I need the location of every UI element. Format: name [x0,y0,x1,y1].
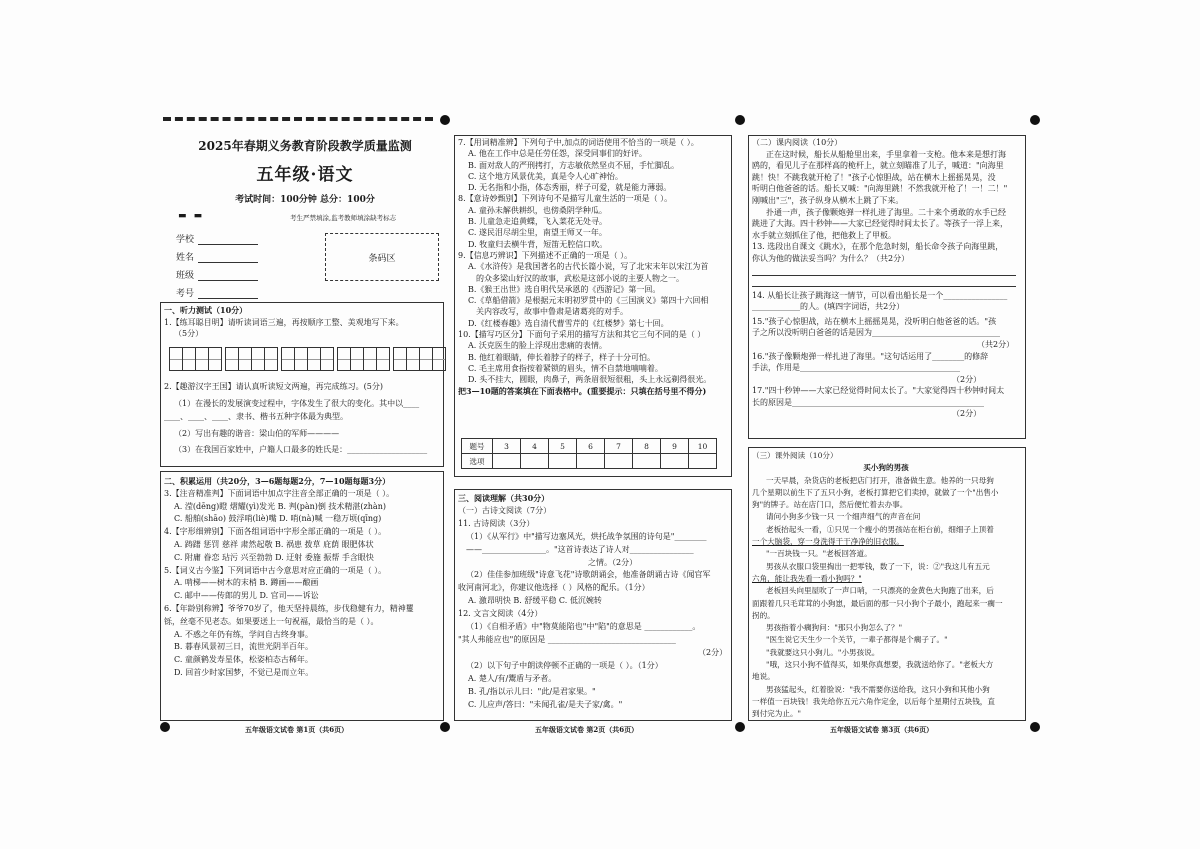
answer-cell[interactable] [689,454,717,469]
question-12-2c: C. 儿应声/答曰："未闻孔雀/是夫子家/禽。" [468,699,623,709]
question-7-a: A. 他在工作中总是任劳任怨，深受同事们的好评。 [468,149,647,159]
question-12-1b: "其人弗能应也"的原因是 ________________________________ [458,634,676,644]
passage-line: 正在这时候，船长从船舱里出来，手里拿着一支枪。他本来是想打海 [766,149,1006,159]
question-5-a: A. 啃梯——树木的末梢 B. 蹲画——酿画 [174,578,319,588]
passage-line: 跳！快！不跳我就开枪了！"孩子心惊胆战，站在横木上摇摇晃晃，没 [752,172,996,182]
question-17-b: 长的原因是________________________________________________ [752,397,984,407]
question-4-b: C. 附庸 眷恋 玷污 兴至勃勃 D. 迂射 委施 振帮 手含眼快 [174,552,374,562]
question-13: 13. 选段出自课文《跳水》，在那个危急时刻，船长命令孩子向海里跳， [752,242,1004,252]
question-9-d: D.《红楼春趣》选自清代曹雪芹的《红楼梦》第七十回。 [468,318,669,328]
story-line: 一样值一百块钱！我先给你五元六角作定金，以后每个星期付五块钱，直 [752,696,995,706]
question-2: 2.【趣游汉字王国】请认真听读短文两遍，再完成练习。(5分) [164,382,383,391]
question-12-2a: A. 楚人/有/鬻盾与矛者。 [468,673,557,683]
story-line: 一个大脑袋，穿一身洗得干干净净的旧衣服。 [752,537,904,547]
question-11-1: （1）《从军行》中"描写边塞风光，烘托战争氛围的诗句是"________ [466,531,707,541]
question-15: 15."孩子心惊胆战，站在横木上摇摇晃晃，没听明白他爸爸的话。"孩 [752,316,997,326]
question-4: 4.【字形细辨别】下面各组词语中字形全部正确的一项是（ ）。 [164,527,387,537]
question-6-C: C. 童颜鹤发寿星体，松姿柏态古稀年。 [174,655,313,665]
answer-cell[interactable] [521,454,549,469]
question-6: 6.【年龄别称辨】爷爷70岁了，他天坚持晨练，步伐稳健有力，精神矍 [164,603,414,613]
story-line: 面跟着几只毛茸茸的小狗崽，最后面的那一只小狗个子最小，跑起来一瘸一 [752,598,1003,608]
table-cell: 10 [689,439,717,454]
question-9-c2: 关内容改写，故事中鲁肃是诸葛亮的对手。 [476,307,628,317]
section-heading: 一、听力测试（10分） [164,305,248,315]
field-label: 班级 [176,271,195,281]
question-7-c: C. 这个地方风景优美，真是令人心旷神怡。 [468,171,623,181]
answer-cell[interactable] [661,454,689,469]
question-12: 12. 文言文阅读（4分） [458,609,543,619]
answer-cell[interactable] [549,454,577,469]
answer-line[interactable] [752,265,1016,276]
question-3: 3.【注音精准判】下面词语中加点字注音全部正确的一项是（ ）。 [164,488,395,498]
passage-line: 刚喊出"三"，孩子纵身从横木上跳了下来。 [752,195,904,205]
question-12-2: （2）以下句子中朗读停顿不正确的一项是（ ）。（1分） [466,660,663,670]
question-8-c: C. 遂民泪尽胡尘里，南望王师又一年。 [468,228,607,238]
answer-line[interactable] [752,276,1016,287]
reading-section [458,492,727,711]
question-9-c: C.《草船借箭》是根据元末明初罗贯中的《三国演义》第四十六回相 [468,296,709,306]
table-cell: 9 [661,439,689,454]
answer-table-header [462,439,717,454]
question-12-1: （1）《自相矛盾》中"物莫能陷也"中"陷"的意思是 ____________。 [466,622,701,632]
listening-q2 [164,381,427,456]
name-field[interactable] [176,250,258,263]
question-17: 17."四十秒钟——大家已经觉得时间太长了。"大家觉得四十秒钟时间太 [752,386,1005,396]
question-9-a2: 的众多梁山好汉的故事，武松是这部小说的主要人物之一。 [476,273,684,283]
question-3-a: A. 滢(dēng)瞪 熠耀(yì)发光 B. 判(pàn)倒 技术精湛(zhàn) [174,501,386,511]
page-footer: 五年级语文试卷 第1页（共6页） [245,725,349,734]
answer-table [461,438,717,469]
question-2-3: （3）在我国百家姓中，户籍人口最多的姓氏是：____________________ [174,445,428,455]
answer-table-row [462,454,717,469]
section-heading: 二、积累运用（共20分，3—6题每题2分，7—10题每题3分） [164,476,391,486]
school-field[interactable] [176,232,258,245]
questions-7-10 [458,137,711,397]
story-line: 狗"的牌子。站在店门口，然后便忙着去办事。 [752,500,908,510]
table-cell: 4 [521,439,549,454]
question-7: 7.【用词精准辨】下列句子中,加点的词语使用不恰当的一项是（ ）。 [458,138,699,147]
question-11-2c: A. 激昂明快 B. 舒缓平稳 C. 低沉婉转 [468,596,602,606]
registration-dot [440,115,450,125]
story-line: 请问小狗多少钱一只 一个细声细气的声音在问 [766,512,921,522]
story-line: "哦，这只小狗不值得买，如果你真想要，我就送给你了。"老板大方 [766,660,994,670]
story-line: 男孩从衣服口袋里掏出一把零钱，数了一下，说：②"我这儿有五元 [766,561,990,571]
question-3-b: C. 船舶(shāo) 鼓浮哨(liè)嘴 D. 哨(nà)喊 一稳万顷(qīng) [174,514,382,524]
question-16-c: （2分） [952,374,982,384]
field-label: 学校 [176,235,195,245]
question-9: 9.【信息巧辨识】下列描述不正确的一项是（ ）。 [458,250,633,260]
story-line: 老板抬起头一看，①只见一个瘦小的男孩站在柜台前，细细子上顶着 [766,524,994,534]
question-9-a: A.《水浒传》是我国著名的古代长篇小说，写了北宋末年以宋江为首 [468,262,709,272]
exam-title: 2025年春期义务教育阶段教学质量监测 [198,139,412,153]
subsection-heading: （一）古诗文阅读（7分） [458,505,552,515]
story-line: 拐的。 [752,610,775,620]
table-cell: 7 [605,439,633,454]
registration-dot [1030,115,1040,125]
question-13-b: 你认为他的做法妥当吗？为什么？（共2分） [752,253,910,263]
answer-cell[interactable] [605,454,633,469]
question-10-c: C. 毛主席用食指按着紧锁的眉头，情不自禁地喃喃着。 [468,363,663,373]
registration-dot [160,722,170,732]
passage-line: 跳进了大海。四十秒钟——大家已经觉得时间太长了。等孩子一浮上来， [752,219,1008,229]
question-2-1: （1）在漫长的发展演变过程中，字体发生了很大的变化。其中以____ [174,398,420,408]
table-cell: 6 [577,439,605,454]
story-line: 地说。 [752,672,775,682]
story-line: "医生说它天生少一个关节，一辈子都得是个瘸子了。" [766,635,948,645]
question-15-b: 子之所以没听明白爸爸的话是因为________________________________ [752,328,1000,338]
barcode-area: 条码区 [325,233,439,281]
question-10-d: D. 头不挂大，圆眼，肉鼻子，两条眉很短很粗，头上永远剃得很光。 [468,375,712,385]
question-11-1c: 之情。（2分） [588,557,638,567]
table-cell: 题号 [462,439,493,454]
question-17-c: （2分） [952,409,982,419]
story-line: 男孩指着小瘸狗问："那只小狗怎么了？" [766,623,903,633]
story-line: "我就要这只小狗儿。"小男孩说。 [766,647,880,657]
question-1-points: （5分） [174,329,204,339]
question-12-1c: （2分） [698,647,728,657]
question-10-a: A. 沃克医生的脸上浮现出悲痛的表情。 [468,341,607,351]
question-5: 5.【词义古今鉴】下列词语中古今意思对应正确的一项是（ ）。 [164,565,387,575]
accumulation-content [164,475,414,680]
story-line: 男孩猛起头，红着脸说："我不需要你送给我，这只小狗和其他小狗 [766,684,990,694]
exam-number-field[interactable] [176,286,258,299]
story-line: 一天早晨，杂货店的老板把店门打开，准备做生意。他养的一只母狗 [766,475,994,485]
table-cell: 选项 [462,454,493,469]
question-11-1b: ——________________。"这首诗表达了诗人对________________ [466,544,694,554]
question-6-A: A. 不惑之年仍有练，学问自古终身事。 [174,629,313,639]
question-14-b: ____________的人。(填四字词语，共2分） [752,302,905,312]
question-7-d: D. 无名指和小指，体态秀丽，样子可爱，就是能力薄弱。 [468,183,672,193]
question-6-D: D. 回首少时家国梦，不觉已是而立年。 [174,667,314,677]
question-16-b: 手法，作用是________________________________________ [752,363,960,373]
question-8-d: D. 牧童归去横牛背，短笛无腔信口吹。 [468,239,608,249]
exam-info: 考试时间：100分钟 总分：100分 [235,195,375,205]
in-class-reading [752,137,1016,420]
registration-dot [440,722,450,732]
story-title: 买小狗的男孩 [863,463,909,473]
question-6-b: 铄，丝毫不见老态。如果要送上一句祝福，最恰当的是（ ）。 [164,616,379,626]
question-2-2: （2）写出有趣的谐音：梁山伯的军师———— [174,428,340,438]
question-7-b: B. 面对敌人的严刑拷打，方志敏依然坚贞不屈，手忙脚乱。 [468,160,679,170]
story-line: 几个星期以前生下了五只小狗，老板打算把它们卖掉，就做了一个"出售小 [752,487,999,497]
registration-dot [1030,722,1040,732]
answer-cell[interactable] [577,454,605,469]
listening-content [164,305,404,340]
question-8: 8.【意诗妙甄别】下列诗句不是描写儿童生活的一项是（ ）。 [458,194,673,204]
question-10: 10.【描写巧区分】下面句子采用的描写方法和其它三句不同的是（ ） [458,330,706,340]
writing-grid[interactable] [170,347,446,371]
passage-line: 水手就立刻抓住了他，把他救上了甲板。 [752,230,896,240]
section-heading: 三、阅读理解（共30分） [458,493,550,503]
story-line: 到付完为止。" [752,709,802,719]
question-14: 14. 从船长让孩子跳海这一情节，可以看出船长是一个________________ [752,290,1008,300]
question-6-B: B. 暮春风景初三日，流世光阴半百年。 [174,642,313,652]
cut-line [163,117,433,121]
absent-notice: 考生严禁填涂,监考教师填涂缺考标志 [290,214,397,222]
question-9-b: B.《猴王出世》选自明代吴承恩的《西游记》第一回。 [468,284,661,294]
story-line: 六角，能让我先看一看小狗吗？" [752,573,862,583]
subsection-heading: （三）课外阅读（10分） [752,451,838,460]
extracurricular-reading [752,450,1020,721]
question-11-2: （2）佳佳参加班级"诗意飞花"诗歌朗诵会，他准备朗诵古诗《闻官军 [466,570,711,580]
question-8-b: B. 儿童急走追黄蝶，飞入菜花无处寻。 [468,217,607,227]
table-cell: 3 [493,439,521,454]
subsection-heading: （二）课内阅读（10分） [752,138,843,147]
answer-cell[interactable] [493,454,521,469]
exam-subject: 五年级·语文 [256,165,354,185]
field-label: 考号 [176,289,195,299]
question-11-2b: 收河南河北》，你建议他选择（ ）风格的配乐。（1分） [458,583,650,593]
registration-dot [735,115,745,125]
table-cell: 8 [633,439,661,454]
question-1: 1.【练耳聪目明】请听读词语三遍，再按顺序工整、美观地写下来。 [164,317,404,327]
question-12-2b: B. 孔/指以示儿曰："此/是君家果。" [468,686,596,696]
registration-dot [735,722,745,732]
question-11: 11. 古诗阅读（3分） [458,518,535,528]
table-cell: 5 [549,439,577,454]
question-5-b: C. 邮中——传郎的男儿 D. 官司——诉讼 [174,591,319,601]
passage-line: 鸥的，看见儿子在那样高的桅杆上，就立刻瞄准了儿子，喊道："向海里 [752,161,1004,171]
answer-cell[interactable] [633,454,661,469]
page-footer: 五年级语文试卷 第3页（共6页） [830,725,934,734]
field-label: 姓名 [176,253,195,263]
passage-line: 扑通一声，孩子像颗炮弹一样扎进了海里。二十来个勇敢的水手已经 [766,207,1006,217]
passage-line: 听明白他爸爸的话。船长又喊："向海里跳！不然我就开枪了！一！二！" [752,184,1008,194]
story-line: 老板回头向里屋吹了一声口哨，一只漂亮的金黄色大狗跑了出来，后 [766,586,994,596]
question-4-a: A. 踌躇 惩罚 慈祥 肃然起敬 B. 祸患 拨草 庇荫 眼肥体状 [174,539,374,549]
question-15-c: （共2分） [977,339,1015,349]
question-8-a: A. 童孙未解供耕织，也傍桑阴学种瓜。 [468,205,607,215]
story-line: "一百块钱一只。"老板回答道。 [766,549,872,559]
question-16: 16."孩子像颗炮弹一样扎进了海里。"这句话运用了________的修辞 [752,351,989,361]
answer-note: 把3—10题的答案填在下面表格中。(重要提示：只填在括号里不得分) [458,385,707,396]
absent-mark: ▬ ▬ [178,211,205,221]
question-10-b: B. 他红着眼睛，伸长着脖子的样子，样子十分可怕。 [468,352,655,362]
question-2-1b: ____、____、____、隶书、楷书五种字体最为典型。 [164,412,348,422]
page-footer: 五年级语文试卷 第2页（共6页） [535,725,639,734]
class-field[interactable] [176,268,258,281]
